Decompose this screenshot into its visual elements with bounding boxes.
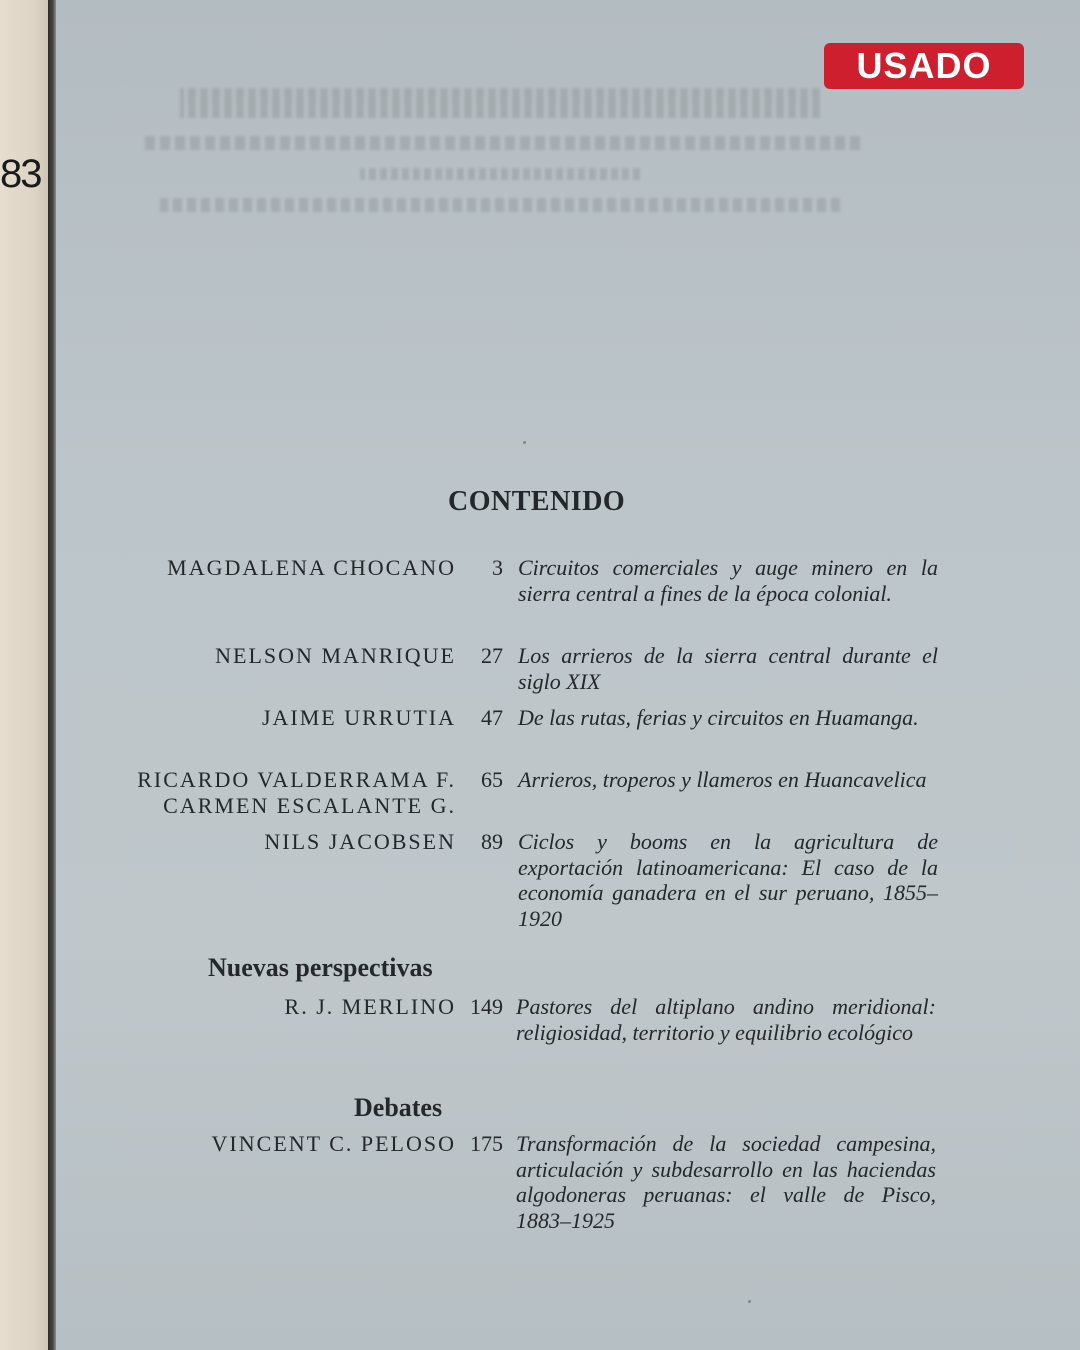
entry-title: Los arrieros de la sierra central durante el siglo XIX (518, 643, 938, 694)
facing-page-number: 83 (0, 152, 41, 196)
entry-page-number: 47 (481, 705, 503, 730)
section-heading: Debates (354, 1093, 443, 1122)
entry-title: Ciclos y booms en la agricultura de exportación latinoamericana: El caso de la economía ganadera en el sur peruano, 1855–1920 (518, 829, 938, 931)
entry-author: NELSON MANRIQUE (215, 643, 456, 668)
section-heading: Nuevas perspectivas (208, 953, 433, 982)
entry-title: Arrieros, troperos y llameros en Huancavelica (518, 767, 927, 792)
entry-author: NILS JACOBSEN (264, 829, 456, 854)
paper-speck (523, 441, 526, 444)
entry-title: Transformación de la sociedad campesina, articulación y subdesarrollo en las haciendas algodoneras peruanas: el valle de Pisco, 1883–1925 (516, 1131, 936, 1233)
contents-title: CONTENIDO (448, 486, 626, 517)
entry-title: De las rutas, ferias y circuitos en Huamanga. (518, 705, 919, 730)
entry-author: RICARDO VALDERRAMA F. (137, 767, 456, 792)
entry-page-number: 175 (470, 1131, 503, 1156)
entry-page-number: 65 (481, 767, 503, 792)
entry-author: MAGDALENA CHOCANO (167, 555, 456, 580)
entry-title: Pastores del altiplano andino meridional: religiosidad, territorio y equilibrio ecológico (516, 994, 936, 1045)
used-badge: USADO (824, 43, 1024, 89)
entry-coauthor: CARMEN ESCALANTE G. (163, 793, 456, 818)
entry-author: VINCENT C. PELOSO (211, 1131, 456, 1156)
paper-speck (748, 1300, 751, 1303)
entry-author: JAIME URRUTIA (261, 705, 456, 730)
entry-page-number: 3 (492, 555, 503, 580)
show-through-text (120, 80, 880, 220)
entry-page-number: 27 (481, 643, 503, 668)
entry-page-number: 89 (481, 829, 503, 854)
entry-author: R. J. MERLINO (284, 994, 456, 1019)
entry-page-number: 149 (470, 994, 503, 1019)
entry-title: Circuitos comerciales y auge minero en la sierra central a fines de la época colonial. (518, 555, 938, 606)
